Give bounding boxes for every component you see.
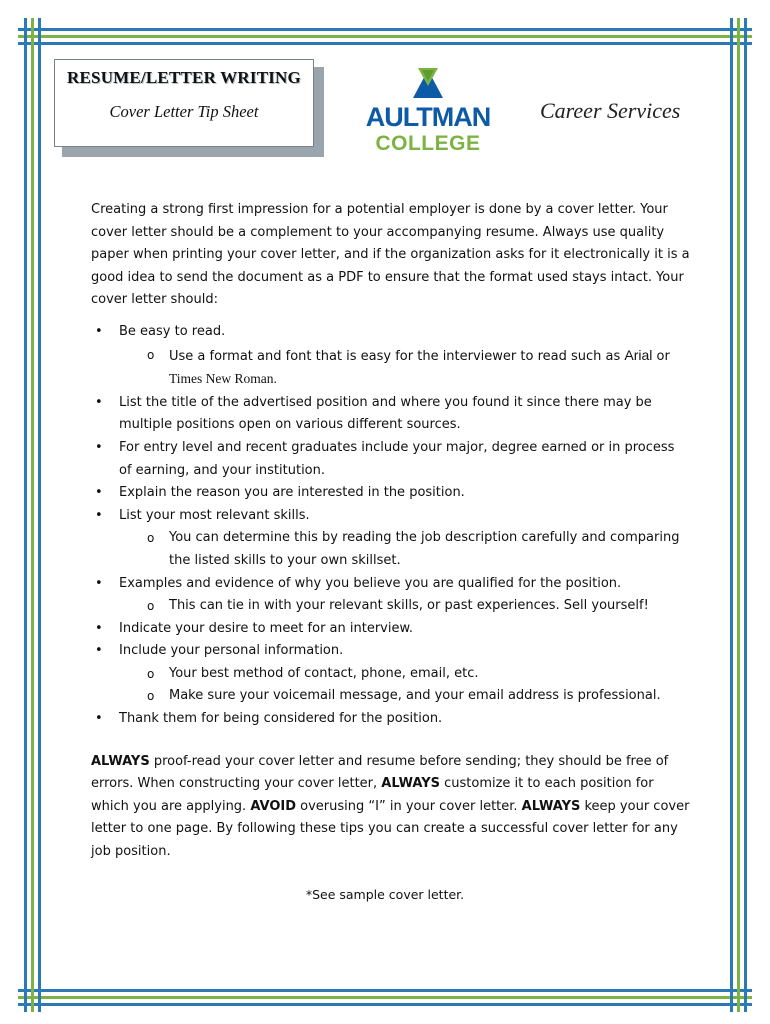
tips-list [91, 321, 691, 731]
list-item [91, 321, 691, 392]
closing-text: overusing “I” in your cover letter. [296, 798, 522, 814]
list-item: • Explain the reason you are interested in the position. [91, 482, 691, 505]
frame-right-inner [730, 18, 733, 1012]
sub-item-text: Use a format and font that is easy for the interviewer to read such as [169, 348, 625, 364]
frame-top-outer [18, 28, 752, 31]
closing-text: proof-read your cover letter and resume before sending; they should be free of errors. When constructing your cover letter, [91, 753, 669, 792]
frame-bottom-middle [18, 996, 752, 999]
list-item: • Thank them for being considered for the position. [91, 708, 691, 731]
sub-item-connector: or [652, 348, 670, 364]
closing-text: customize it to each position for which you are applying. [91, 776, 654, 814]
emphasis-always: ALWAYS [521, 798, 581, 814]
frame-left-middle [31, 18, 34, 1012]
frame-right-outer [744, 18, 747, 1012]
sub-list [119, 595, 691, 618]
title-box [54, 59, 314, 147]
logo-triangle-icon [410, 66, 446, 100]
frame-right-middle [737, 18, 740, 1012]
document-subtitle: Cover Letter Tip Sheet [109, 102, 259, 121]
emphasis-always: ALWAYS [381, 776, 440, 792]
list-item [91, 573, 691, 618]
frame-bottom-inner [18, 989, 752, 992]
sub-list [119, 663, 691, 708]
sub-list-item: o You can determine this by reading the job description carefully and comparing the listed skills to your own skillset. [119, 527, 691, 572]
logo-wordmark-aultman: AULTMAN [365, 102, 491, 132]
frame-top-inner [18, 42, 752, 45]
emphasis-avoid: AVOID [250, 798, 297, 814]
font-example-times: Times New Roman. [169, 371, 277, 387]
sub-list [119, 344, 691, 392]
list-item: • List the title of the advertised position and where you found it since there may be multiple positions open on various different sources. [91, 392, 691, 437]
sub-list-item [119, 344, 691, 392]
list-item [91, 640, 691, 708]
frame-bottom-outer [18, 1003, 752, 1006]
closing-paragraph [91, 751, 691, 864]
list-item-text: Include your personal information. [119, 643, 344, 659]
aultman-college-logo [362, 66, 494, 160]
sub-list-item: o This can tie in with your relevant skills, or past experiences. Sell yourself! [119, 595, 691, 618]
list-item-text: Examples and evidence of why you believe you are qualified for the position. [119, 575, 622, 591]
document-body [91, 199, 691, 864]
intro-paragraph: Creating a strong first impression for a potential employer is done by a cover letter. Your cover letter should be a complement to your accompanying resume. Always use quality paper when printing your cover letter, and if the organization asks for it electronically it is a good idea to send the document as a PDF to ensure that the format used stays intact. Your cover letter should: [91, 202, 690, 308]
sub-list-item: o Make sure your voicemail message, and your email address is professional. [119, 685, 691, 708]
sub-list [119, 527, 691, 572]
sample-letter-note: *See sample cover letter. [305, 887, 465, 902]
list-item: • Indicate your desire to meet for an interview. [91, 618, 691, 641]
list-item: • For entry level and recent graduates include your major, degree earned or in process of earning, and your institution. [91, 437, 691, 482]
frame-top-middle [18, 35, 752, 38]
list-item [91, 505, 691, 573]
list-item-text: Be easy to read. [119, 323, 226, 339]
department-name: Career Services [540, 98, 681, 123]
font-example-arial: Arial [624, 346, 653, 363]
emphasis-always: ALWAYS [91, 753, 150, 769]
frame-left-outer [24, 18, 27, 1012]
closing-text: keep your cover letter to one page. By following these tips you can create a successful cover letter for any job position. [91, 798, 690, 860]
logo-wordmark-college: COLLEGE [375, 132, 481, 155]
frame-left-inner [38, 18, 41, 1012]
list-item-text: List your most relevant skills. [119, 507, 310, 523]
sub-list-item: o Your best method of contact, phone, email, etc. [119, 663, 691, 686]
document-title: RESUME/LETTER WRITING [67, 68, 301, 87]
